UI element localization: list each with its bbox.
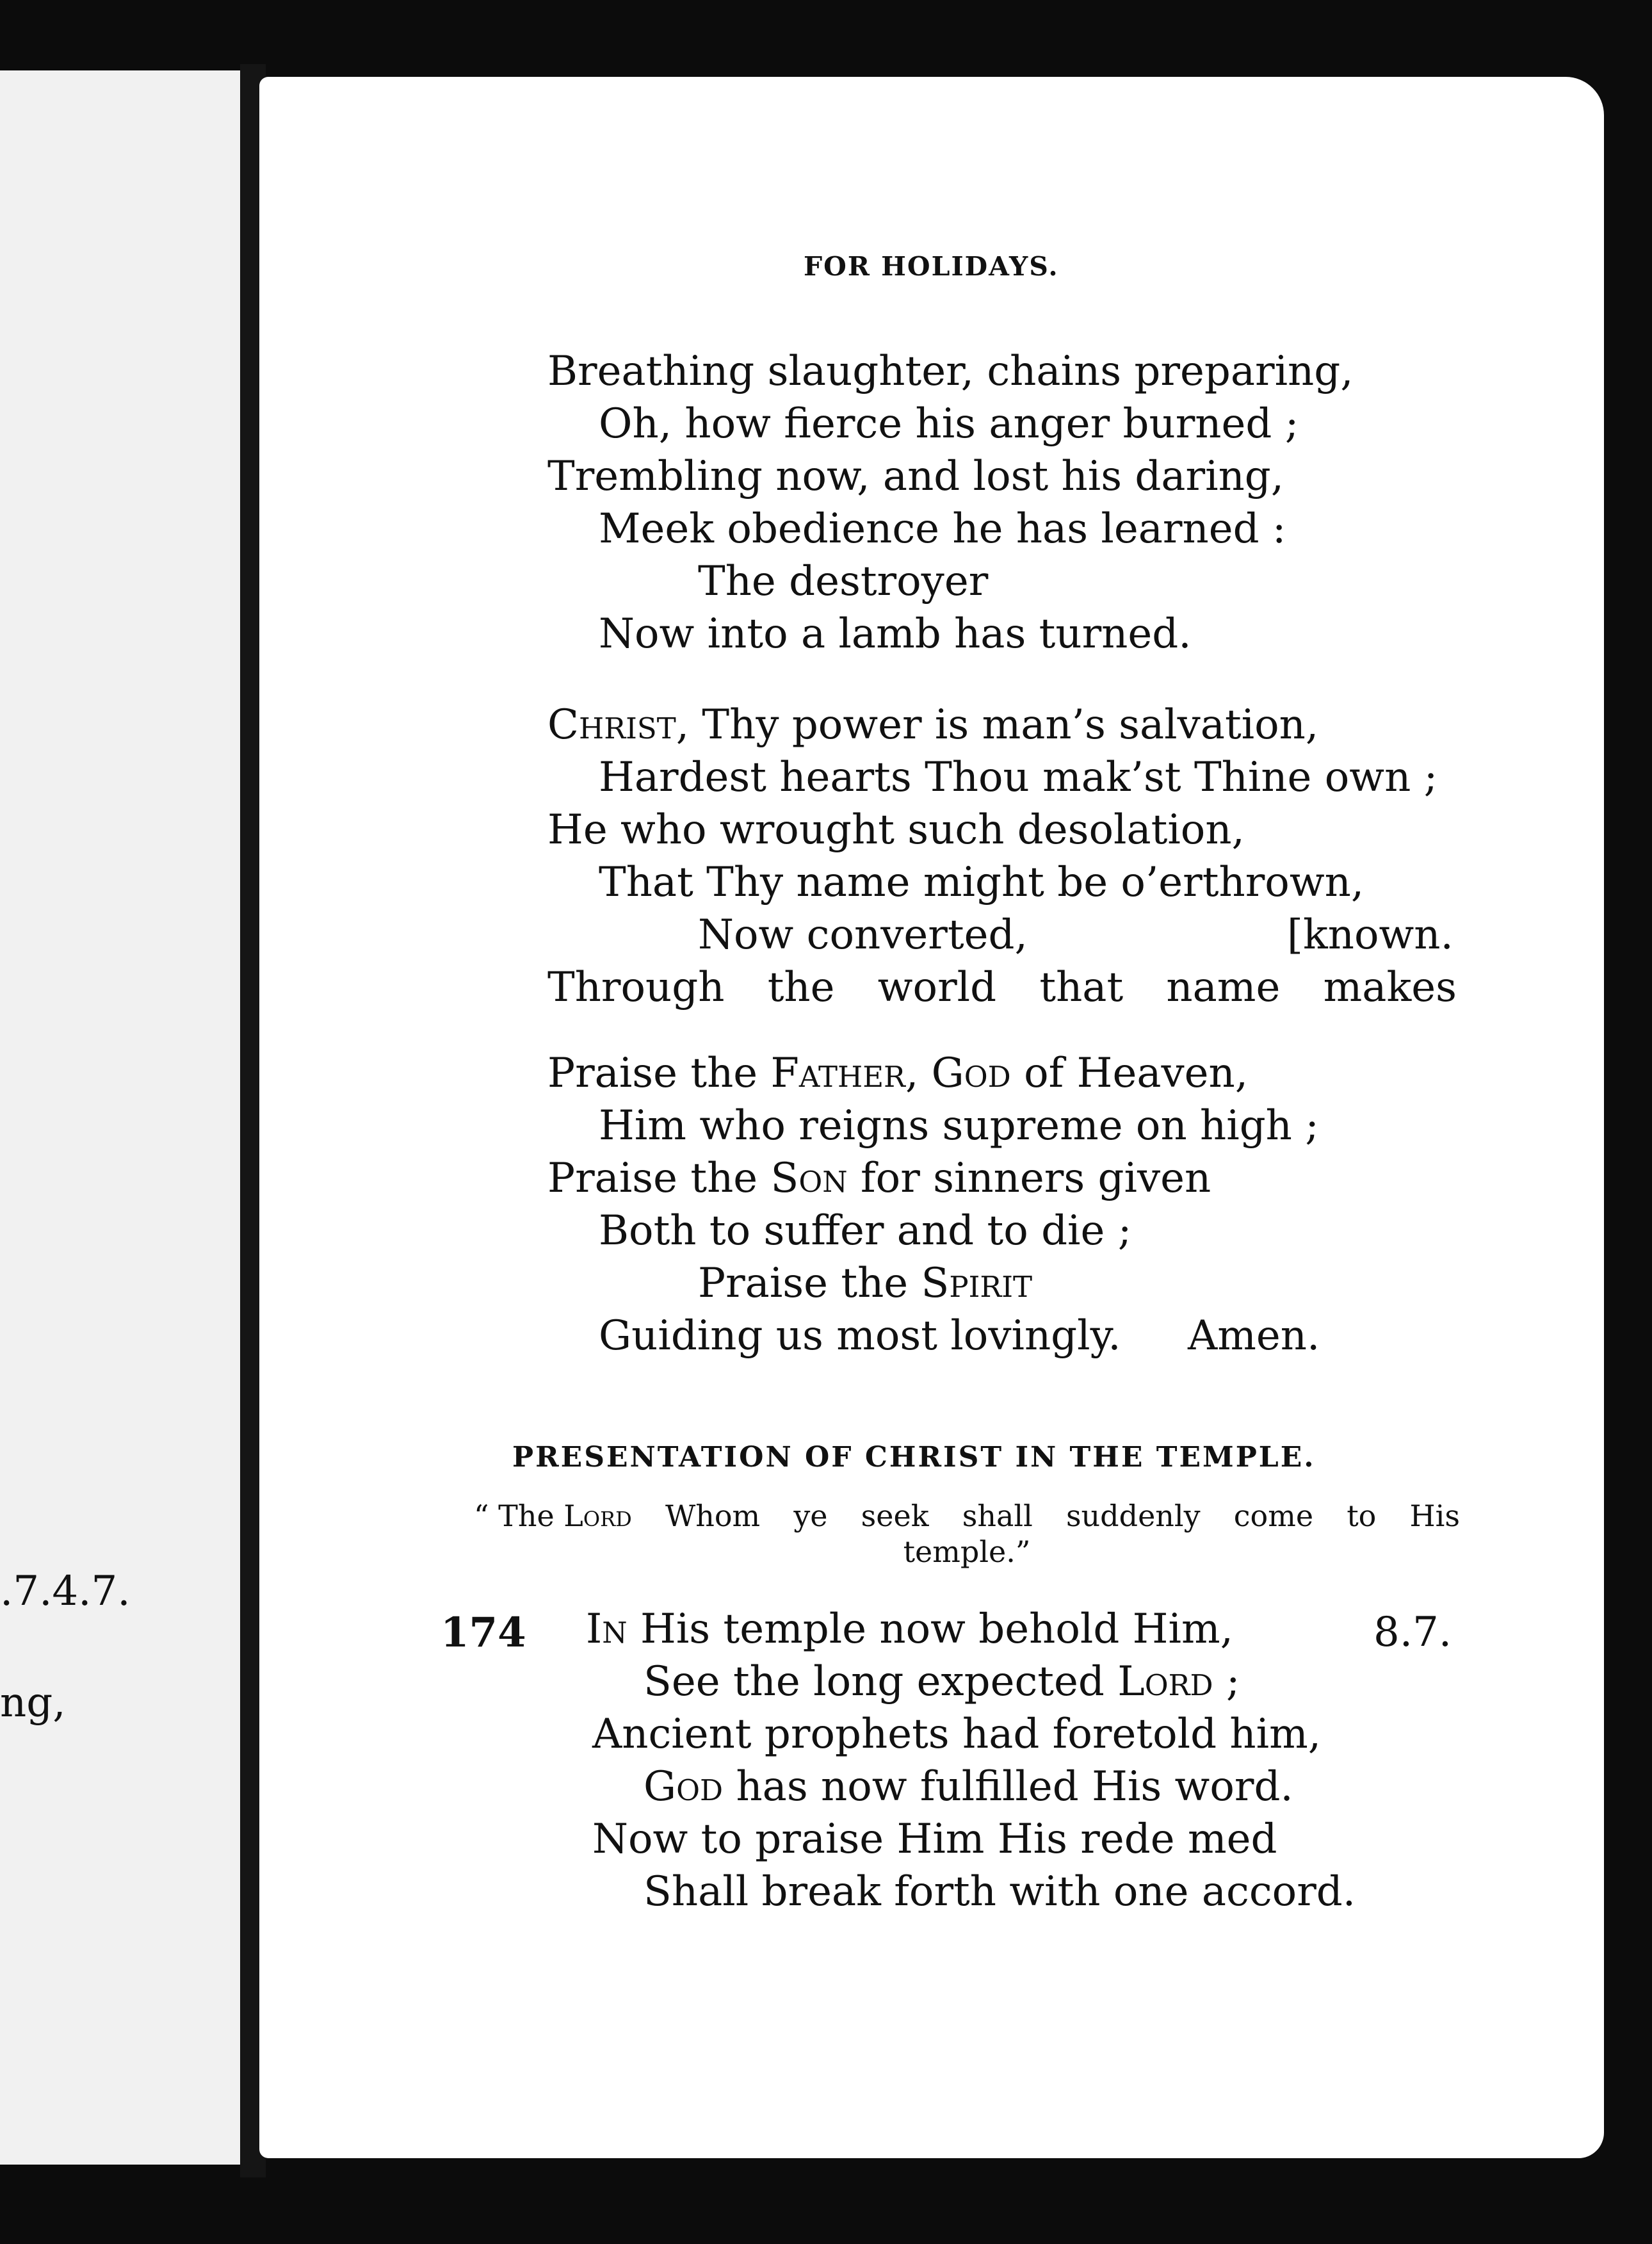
epigraph-line-1: “ The Lord Whom ye seek shall suddenly come to His (474, 1499, 1460, 1533)
hymn-line-4: God has now fulfilled His word. (644, 1763, 1293, 1810)
section-title: PRESENTATION OF CHRIST IN THE TEMPLE. (512, 1441, 1316, 1474)
stanza-1-line-6: Now into a lamb has turned. (599, 610, 1192, 658)
stanza-3-line-1: Praise the Father, God of Heaven, (547, 1050, 1249, 1097)
stanza-1-line-5: The destroyer (698, 558, 989, 605)
hymn-line-3: Ancient prophets had foretold him, (592, 1711, 1322, 1758)
stanza-1-line-4: Meek obedience he has learned : (599, 505, 1286, 553)
hymn-line-1: In His temple now behold Him, (586, 1606, 1233, 1653)
hymn-line-2: See the long expected Lord ; (644, 1658, 1240, 1705)
amen: Amen. (1188, 1312, 1320, 1360)
hymn-number: 174 (441, 1609, 526, 1657)
stanza-2-line-1: Christ, Thy power is man’s salvation, (547, 701, 1319, 749)
stanza-2-line-4: That Thy name might be o’erthrown, (599, 859, 1365, 906)
stanza-3-line-3: Praise the Son for sinners given (547, 1155, 1211, 1202)
left-page-edge (0, 70, 240, 2165)
epigraph-line-2: temple.” (903, 1534, 1031, 1569)
stanza-3-line-5: Praise the Spirit (698, 1260, 1033, 1307)
stanza-2-line-2: Hardest hearts Thou mak’st Thine own ; (599, 754, 1438, 801)
left-page-fragment: ng, (0, 1679, 66, 1727)
stanza-1-line-3: Trembling now, and lost his daring, (547, 453, 1284, 500)
hymn-line-6: Shall break forth with one accord. (644, 1868, 1356, 1915)
stanza-2-line-6: Through the world that name makes (547, 964, 1457, 1011)
stanza-1-line-2: Oh, how fierce his anger burned ; (599, 400, 1299, 448)
hymn-line-5: Now to praise Him His rede med (592, 1816, 1277, 1863)
hymn-meter: 8.7. (1373, 1609, 1452, 1656)
stanza-3-line-6: Guiding us most lovingly. (599, 1312, 1121, 1360)
stanza-2-line-5-turnover: [known. (1287, 911, 1454, 959)
stanza-3-line-2: Him who reigns supreme on high ; (599, 1102, 1319, 1150)
stanza-2-line-3: He who wrought such desolation, (547, 806, 1245, 854)
stanza-2-line-5: Now converted, (698, 911, 1028, 959)
stanza-3-line-4: Both to suffer and to die ; (599, 1207, 1132, 1255)
running-head: FOR HOLIDAYS. (804, 251, 1059, 282)
stanza-1-line-1: Breathing slaughter, chains preparing, (547, 348, 1354, 395)
left-page-fragment: .7.4.7. (0, 1568, 131, 1615)
